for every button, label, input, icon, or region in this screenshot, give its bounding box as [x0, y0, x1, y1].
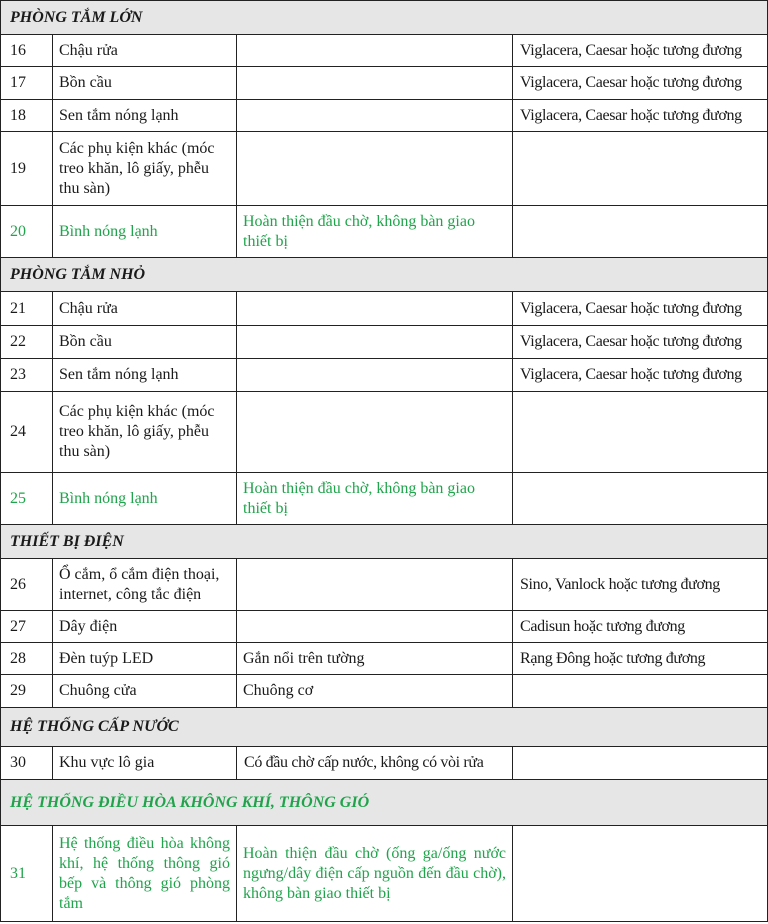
- table-row: [1, 67, 768, 100]
- row-number: 17: [1, 67, 53, 100]
- row-number: 25: [1, 473, 53, 525]
- item-name: Chuông cửa: [53, 675, 237, 708]
- table-row: [1, 292, 768, 326]
- item-note: Hoàn thiện đầu chờ (ống ga/ống nước ngưng/dây điện cấp nguồn đến đầu chờ), không bàn giao thiết bị: [237, 826, 513, 922]
- table-row: [1, 392, 768, 473]
- item-brand: [513, 826, 768, 922]
- table-row: [1, 359, 768, 392]
- item-brand: [513, 132, 768, 206]
- row-number: 19: [1, 132, 53, 206]
- table-row: [1, 326, 768, 359]
- item-brand: Cadisun hoặc tương đương: [513, 611, 768, 643]
- row-number: 18: [1, 100, 53, 132]
- item-note: [237, 611, 513, 643]
- item-brand: Viglacera, Caesar hoặc tương đương: [513, 359, 768, 392]
- table-row: [1, 206, 768, 258]
- item-note: Gắn nổi trên tường: [237, 643, 513, 675]
- item-note: Hoàn thiện đầu chờ, không bàn giao thiết bị: [237, 473, 513, 525]
- item-note: [237, 559, 513, 611]
- section-header-cap-nuoc: [1, 708, 768, 747]
- item-brand: [513, 747, 768, 780]
- item-name: Sen tắm nóng lạnh: [53, 100, 237, 132]
- item-brand: [513, 675, 768, 708]
- item-note: [237, 132, 513, 206]
- item-brand: [513, 473, 768, 525]
- row-number: 16: [1, 35, 53, 67]
- table-row: [1, 643, 768, 675]
- item-note: [237, 100, 513, 132]
- item-brand: [513, 392, 768, 473]
- item-brand: Viglacera, Caesar hoặc tương đương: [513, 35, 768, 67]
- item-name: Đèn tuýp LED: [53, 643, 237, 675]
- item-name: Bình nóng lạnh: [53, 473, 237, 525]
- table-row: [1, 826, 768, 922]
- item-name: Chậu rửa: [53, 292, 237, 326]
- row-number: 21: [1, 292, 53, 326]
- table-row: [1, 747, 768, 780]
- item-brand: Sino, Vanlock hoặc tương đương: [513, 559, 768, 611]
- row-number: 20: [1, 206, 53, 258]
- item-note: [237, 35, 513, 67]
- item-brand: Rạng Đông hoặc tương đương: [513, 643, 768, 675]
- item-note: [237, 392, 513, 473]
- row-number: 30: [1, 747, 53, 780]
- item-name: Bồn cầu: [53, 326, 237, 359]
- item-brand: [513, 206, 768, 258]
- table-row: [1, 559, 768, 611]
- item-note: [237, 67, 513, 100]
- item-name: Sen tắm nóng lạnh: [53, 359, 237, 392]
- section-header-phong-tam-lon: [1, 1, 768, 35]
- item-name: Các phụ kiện khác (móc treo khăn, lô giấy, phễu thu sàn): [53, 392, 237, 473]
- item-note: Hoàn thiện đầu chờ, không bàn giao thiết bị: [237, 206, 513, 258]
- table-row: [1, 675, 768, 708]
- item-note: Có đầu chờ cấp nước, không có vòi rửa: [237, 747, 513, 780]
- item-note: [237, 292, 513, 326]
- item-note: [237, 359, 513, 392]
- table-row: [1, 100, 768, 132]
- item-name: Các phụ kiện khác (móc treo khăn, lô giấy, phễu thu sàn): [53, 132, 237, 206]
- section-title: THIẾT BỊ ĐIỆN: [1, 525, 768, 559]
- item-name: Dây điện: [53, 611, 237, 643]
- table-row: [1, 132, 768, 206]
- table-row: [1, 473, 768, 525]
- section-title: HỆ THỐNG CẤP NƯỚC: [1, 708, 768, 747]
- item-brand: Viglacera, Caesar hoặc tương đương: [513, 292, 768, 326]
- section-header-phong-tam-nho: [1, 258, 768, 292]
- item-brand: Viglacera, Caesar hoặc tương đương: [513, 67, 768, 100]
- section-header-dieu-hoa: [1, 780, 768, 826]
- row-number: 31: [1, 826, 53, 922]
- section-header-thiet-bi-dien: [1, 525, 768, 559]
- item-note: [237, 326, 513, 359]
- item-brand: Viglacera, Caesar hoặc tương đương: [513, 326, 768, 359]
- item-name: Hệ thống điều hòa không khí, hệ thống thông gió bếp và thông gió phòng tắm: [53, 826, 237, 922]
- item-name: Chậu rửa: [53, 35, 237, 67]
- item-name: Bồn cầu: [53, 67, 237, 100]
- row-number: 22: [1, 326, 53, 359]
- table-row: [1, 35, 768, 67]
- row-number: 24: [1, 392, 53, 473]
- row-number: 26: [1, 559, 53, 611]
- row-number: 29: [1, 675, 53, 708]
- table-row: [1, 611, 768, 643]
- section-title: PHÒNG TẮM LỚN: [1, 1, 768, 35]
- item-brand: Viglacera, Caesar hoặc tương đương: [513, 100, 768, 132]
- item-note: Chuông cơ: [237, 675, 513, 708]
- row-number: 23: [1, 359, 53, 392]
- item-name: Khu vực lô gia: [53, 747, 237, 780]
- item-name: Bình nóng lạnh: [53, 206, 237, 258]
- section-title: HỆ THỐNG ĐIỀU HÒA KHÔNG KHÍ, THÔNG GIÓ: [1, 780, 768, 826]
- row-number: 28: [1, 643, 53, 675]
- section-title: PHÒNG TẮM NHỎ: [1, 258, 768, 292]
- item-name: Ổ cắm, ổ cắm điện thoại, internet, công tắc điện: [53, 559, 237, 611]
- row-number: 27: [1, 611, 53, 643]
